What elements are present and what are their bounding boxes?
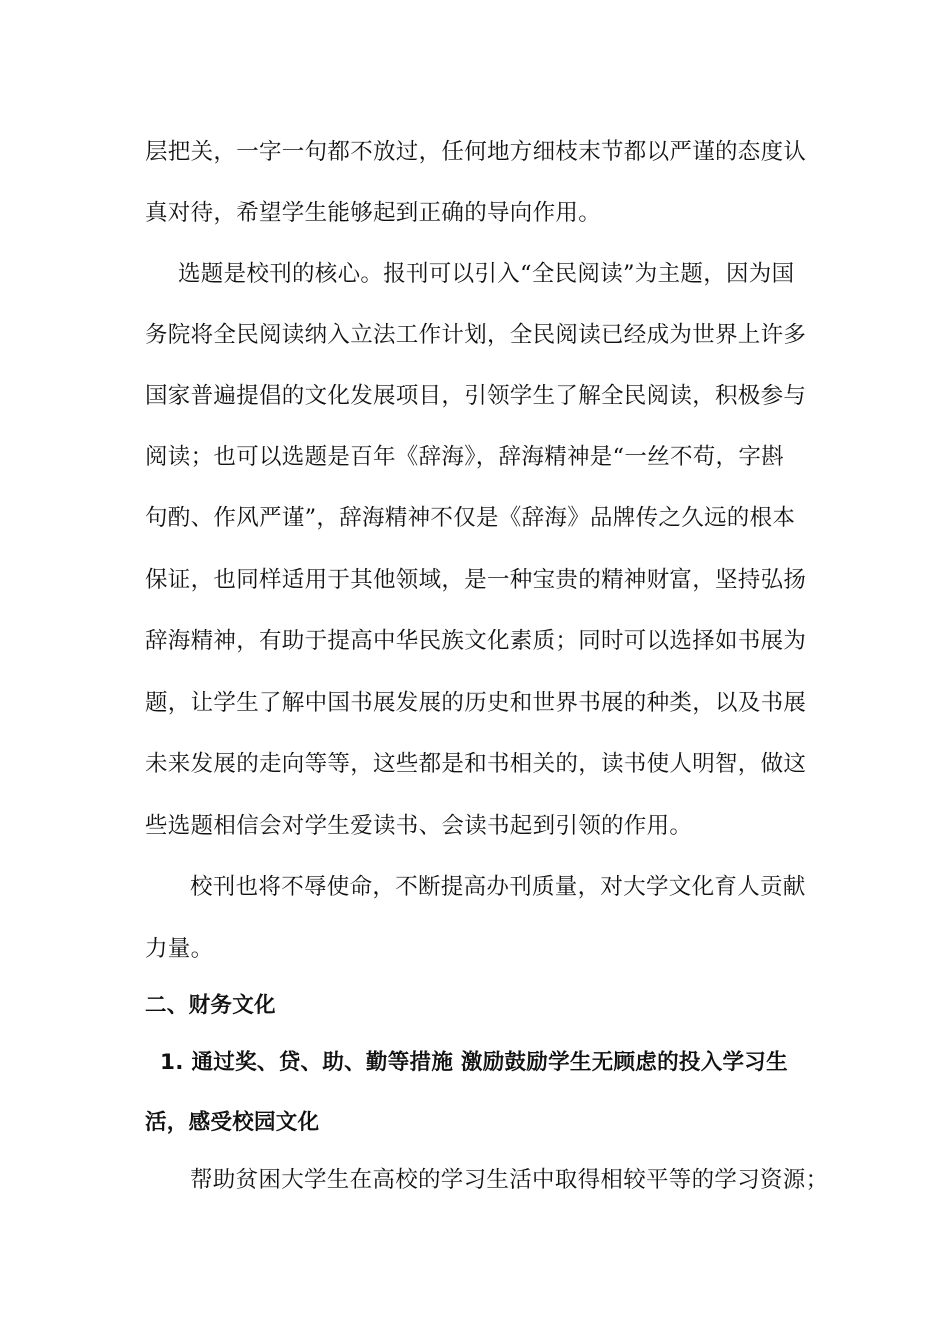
body-text-line: 层把关，一字一句都不放过，任何地方细枝末节都以严谨的态度认 [145, 139, 807, 165]
body-text-line: 阅读；也可以选题是百年《辞海》，辞海精神是“一丝不苟，字斟 [145, 444, 784, 470]
body-text-line: 辞海精神，有助于提高中华民族文化素质；同时可以选择如书展为 [145, 628, 807, 654]
body-text-line: 力量。 [145, 936, 214, 962]
body-text-line: 务院将全民阅读纳入立法工作计划，全民阅读已经成为世界上许多 [145, 322, 807, 348]
body-text-line: 句酌、作风严谨”，辞海精神不仅是《辞海》品牌传之久远的根本 [145, 505, 796, 531]
body-text-line: 国家普遍提倡的文化发展项目，引领学生了解全民阅读，积极参与 [145, 383, 807, 409]
subsection-heading: 1. 通过奖、贷、助、勤等措施 激励鼓励学生无顾虑的投入学习生 [160, 1050, 788, 1075]
body-text-line: 题，让学生了解中国书展发展的历史和世界书展的种类，以及书展 [145, 690, 807, 716]
paragraph-first-line: 选题是校刊的核心。报刊可以引入“全民阅读”为主题，因为国 [178, 261, 795, 287]
paragraph-first-line: 校刊也将不辱使命，不断提高办刊质量，对大学文化育人贡献 [190, 874, 806, 900]
subsection-heading-continuation: 活，感受校园文化 [145, 1110, 320, 1135]
paragraph-first-line: 帮助贫困大学生在高校的学习生活中取得相较平等的学习资源； [190, 1167, 829, 1193]
body-text-line: 保证，也同样适用于其他领域，是一种宝贵的精神财富，坚持弘扬 [145, 567, 807, 593]
section-heading: 二、财务文化 [145, 993, 276, 1018]
body-text-line: 真对待，希望学生能够起到正确的导向作用。 [145, 200, 602, 226]
body-text-line: 些选题相信会对学生爱读书、会读书起到引领的作用。 [145, 813, 693, 839]
body-text-line: 未来发展的走向等等，这些都是和书相关的，读书使人明智，做这 [145, 751, 807, 777]
